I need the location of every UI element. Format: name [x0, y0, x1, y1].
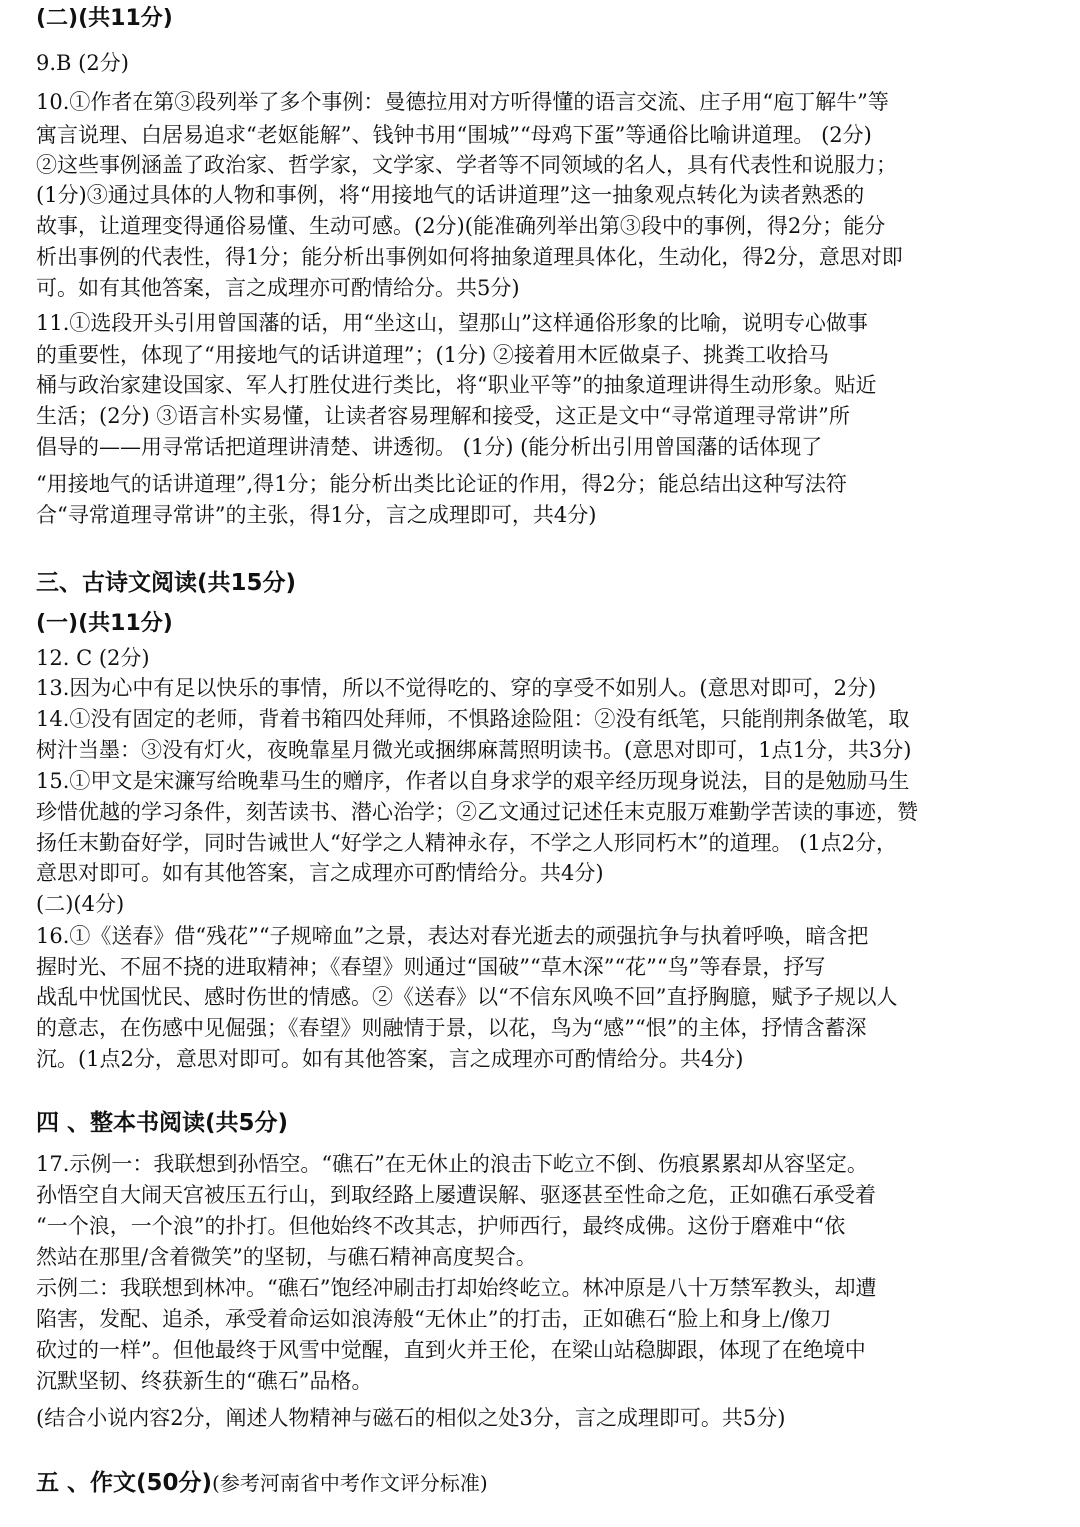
answer-q11-line: “用接地气的话讲道理”,得1分；能分析出类比论证的作用，得2分；能总结出这种写法符 — [36, 472, 847, 496]
answer-q10-line: 10.①作者在第③段列举了多个事例：曼德拉用对方听得懂的语言交流、庄子用“庖丁解牛”等 — [36, 90, 889, 114]
answer-q9: 9.B (2分) — [36, 51, 129, 75]
section-3-sub-heading-2: (二)(4分) — [36, 892, 125, 916]
answer-q17-line: (结合小说内容2分，阐述人物精神与磁石的相似之处3分，言之成理即可。共5分) — [36, 1406, 786, 1430]
section-5-title: 五 、作文(50分) — [36, 1470, 213, 1496]
section-3-heading: 三、古诗文阅读(共15分) — [36, 570, 297, 596]
section-2-sub-heading: (二)(共11分) — [36, 6, 173, 31]
answer-q17-line: “一个浪，一个浪”的扑打。但他始终不改其志，护师西行，最终成佛。这份于磨难中“依 — [36, 1214, 846, 1238]
answer-q17-line: 孙悟空自大闹天宫被压五行山，到取经路上屡遭误解、驱逐甚至性命之危，正如礁石承受着 — [36, 1183, 876, 1207]
section-4-heading: 四 、整本书阅读(共5分) — [36, 1110, 289, 1136]
answer-q10-line: ②这些事例涵盖了政治家、哲学家，文学家、学者等不同领域的名人，具有代表性和说服力； — [36, 153, 897, 177]
answer-q14-line: 树汁当墨：③没有灯火，夜晚靠星月微光或捆绑麻蒿照明读书。(意思对即可，1点1分，共3分) — [36, 738, 912, 762]
answer-q11-line: 11.①选段开头引用曾国藩的话，用“坐这山，望那山”这样通俗形象的比喻，说明专心做事 — [36, 311, 868, 335]
answer-q11-line: 的重要性，体现了“用接地气的话讲道理”；(1分) ②接着用木匠做桌子、挑粪工收拾马 — [36, 343, 829, 367]
answer-q14-line: 14.①没有固定的老师，背着书箱四处拜师，不惧路途险阻：②没有纸笔，只能削荆条做笔，取 — [36, 707, 910, 731]
answer-q17-line: 沉默坚韧、终获新生的“礁石”品格。 — [36, 1369, 373, 1393]
answer-q17-line: 然站在那里/含着微笑”的坚韧，与礁石精神高度契合。 — [36, 1245, 537, 1269]
answer-q15-line: 意思对即可。如有其他答案，言之成理亦可酌情给分。共4分) — [36, 861, 604, 885]
section-5-heading — [36, 1468, 1048, 1498]
answer-q15-line: 珍惜优越的学习条件，刻苦读书、潜心治学；②乙文通过记述任末克服万难勤学苦读的事迹，赞 — [36, 800, 918, 824]
answer-q13: 13.因为心中有足以快乐的事情，所以不觉得吃的、穿的享受不如别人。(意思对即可，2分) — [36, 676, 877, 700]
answer-q10-line: 故事，让道理变得通俗易懂、生动可感。(2分)(能准确列举出第③段中的事例，得2分；能分 — [36, 214, 886, 238]
answer-q17-line: 陷害，发配、追杀，承受着命运如浪涛般“无休止”的打击，正如礁石“脸上和身上/像刀 — [36, 1307, 832, 1331]
answer-q16-line: 沉。(1点2分，意思对即可。如有其他答案，言之成理亦可酌情给分。共4分) — [36, 1047, 744, 1071]
answer-q10-line: 析出事例的代表性，得1分；能分析出事例如何将抽象道理具体化，生动化，得2分，意思对即 — [36, 245, 903, 269]
answer-q11-line: 合“寻常道理寻常讲”的主张，得1分，言之成理即可，共4分) — [36, 503, 597, 527]
answer-q16-line: 的意志，在伤感中见倔强；《春望》则融情于景，以花，鸟为“感”“恨”的主体，抒情含蓄深 — [36, 1016, 867, 1040]
answer-q15-line: 15.①甲文是宋濂写给晚辈马生的赠序，作者以自身求学的艰辛经历现身说法，目的是勉励马生 — [36, 769, 910, 793]
section-3-sub-heading-1: (一)(共11分) — [36, 611, 173, 636]
answer-q16-line: 战乱中忧国忧民、感时伤世的情感。②《送春》以“不信东风唤不回”直抒胸臆，赋予子规以人 — [36, 985, 898, 1009]
answer-q11-line: 桶与政治家建设国家、军人打胜仗进行类比，将“职业平等”的抽象道理讲得生动形象。贴近 — [36, 373, 877, 397]
answer-q17-line: 砍过的一样”。但他最终于风雪中觉醒，直到火并王伦，在梁山站稳脚跟，体现了在绝境中 — [36, 1338, 866, 1362]
answer-q11-line: 生活；(2分) ③语言朴实易懂，让读者容易理解和接受，这正是文中“寻常道理寻常讲”所 — [36, 404, 850, 428]
answer-q10-line: 寓言说理、白居易追求“老妪能解”、钱钟书用“围城”“母鸡下蛋”等通俗比喻讲道理。 (2分) — [36, 123, 872, 147]
answer-q17-line: 示例二：我联想到林冲。“礁石”饱经冲刷击打却始终屹立。林冲原是八十万禁军教头，却遭 — [36, 1276, 877, 1300]
answer-q11-line: 倡导的——用寻常话把道理讲清楚、讲透彻。 (1分) (能分析出引用曾国藩的话体现了 — [36, 435, 823, 459]
answer-q10-line: (1分)③通过具体的人物和事例，将“用接地气的话讲道理”这一抽象观点转化为读者熟悉的 — [36, 183, 865, 207]
answer-q17-line: 17.示例一：我联想到孙悟空。“礁石”在无休止的浪击下屹立不倒、伤痕累累却从容坚定。 — [36, 1152, 868, 1176]
answer-q16-line: 16.①《送春》借“残花”“子规啼血”之景，表达对春光逝去的顽强抗争与执着呼唤，暗含把 — [36, 924, 869, 948]
answer-q10-line: 可。如有其他答案，言之成理亦可酌情给分。共5分) — [36, 276, 520, 300]
answer-q15-line: 扬任末勤奋好学，同时告诫世人“好学之人精神永存，不学之人形同朽木”的道理。 (1点2分， — [36, 831, 898, 855]
section-5-note: (参考河南省中考作文评分标准) — [212, 1471, 488, 1495]
answer-q16-line: 握时光、不屈不挠的进取精神；《春望》则通过“国破”“草木深”“花”“鸟”等春景，抒写 — [36, 955, 826, 979]
answer-q12: 12. C (2分) — [36, 646, 150, 670]
